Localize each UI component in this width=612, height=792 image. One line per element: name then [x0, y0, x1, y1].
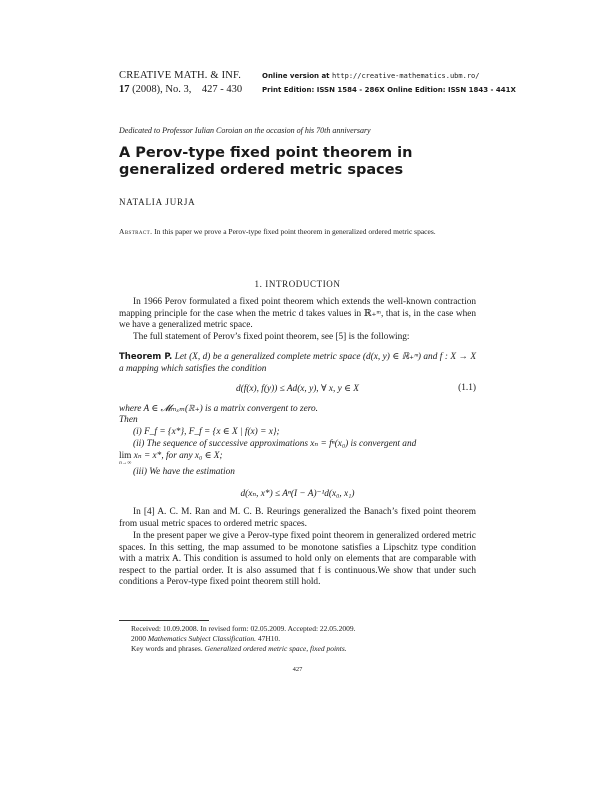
footnote-keywords	[131, 644, 347, 654]
theorem-label: Theorem P.	[119, 352, 173, 362]
author-name: NATALIA JURJA	[119, 197, 196, 207]
theorem-where: where A ∈ 𝓜ₘₓₘ(ℝ₊) is a matrix convergent to zero.	[119, 404, 318, 414]
body-paragraph-3	[119, 507, 476, 530]
abstract-text: In this paper we prove a Perov-type fixed point theorem in generalized ordered metric spaces.	[154, 227, 436, 236]
equation-estimation-body: d(xₙ, x*) ≤ Aⁿ(I − A)⁻¹d(x₀, x₁)	[240, 489, 355, 499]
online-url[interactable]: http://creative-mathematics.ubm.ro/	[331, 72, 480, 80]
issue-info	[119, 84, 242, 95]
body-p3-text: In [4] A. C. M. Ran and M. C. B. Reurings generalized the Banach’s fixed point theorem from usual metric spaces to ordered metric spaces.	[119, 507, 476, 529]
theorem-statement	[119, 352, 476, 375]
intro-p2-text: The full statement of Perov’s fixed point theorem, see [5] is the following:	[133, 332, 410, 342]
keywords-label: Key words and phrases.	[131, 644, 203, 653]
theorem-item-1: (i) F_f = {x*}, F_f = {x ∈ X | f(x) = x};	[133, 427, 280, 437]
theorem-text: Let (X, d) be a generalized complete metric space (d(x, y) ∈ ℝ₊ᵐ) and f : X → X a mapping which satisfies the condition	[119, 352, 477, 374]
footnote-msc	[131, 634, 280, 644]
limit-subscript: n→∞	[119, 460, 132, 466]
dedication: Dedicated to Professor Iulian Coroian on the occasion of his 70th anniversary	[119, 126, 371, 135]
equation-1-1-body: d(f(x), f(y)) ≤ Ad(x, y), ∀ x, y ∈ X	[236, 384, 359, 394]
intro-paragraph-1	[119, 297, 476, 332]
equation-1-1-number: (1.1)	[458, 383, 476, 393]
volume-number: 17	[119, 84, 130, 95]
footnote-rule	[119, 620, 209, 621]
body-paragraph-4	[119, 531, 476, 589]
abstract-label: Abstract.	[119, 227, 153, 236]
theorem-item-3: (iii) We have the estimation	[133, 467, 235, 477]
footnote-received: Received: 10.09.2008. In revised form: 02.05.2009. Accepted: 22.05.2009.	[131, 624, 356, 633]
paper-title: A Perov-type fixed point theorem in generalized ordered metric spaces	[119, 145, 413, 178]
theorem-item-2b	[119, 451, 476, 466]
msc-value: 47H10.	[257, 634, 281, 643]
issue-number: (2008), No. 3,	[132, 84, 192, 95]
theorem-item-2b-text: xₙ = x*, for any x₀ ∈ X;	[133, 451, 223, 461]
limit-operator	[119, 451, 131, 466]
msc-label: Mathematics Subject Classification.	[147, 634, 256, 643]
section-heading: 1. INTRODUCTION	[254, 279, 341, 289]
journal-name: CREATIVE MATH. & INF.	[119, 70, 242, 81]
theorem-item-2a: (ii) The sequence of successive approximations xₙ = fⁿ(x₀) is convergent and	[133, 439, 417, 449]
limit-text: lim	[119, 451, 132, 461]
online-version	[262, 72, 479, 80]
msc-year: 2000	[131, 634, 146, 643]
theorem-then: Then	[119, 415, 138, 425]
page-range: 427 - 430	[201, 84, 243, 95]
page-number: 427	[292, 666, 303, 673]
intro-p1-text: In 1966 Perov formulated a fixed point theorem which extends the well-known contraction mapping principle for the case when the metric d takes values in ℝ₊ᵐ, that is, in the case when we have a generalized metric space.	[119, 297, 476, 330]
body-p4-text: In the present paper we give a Perov-type fixed point theorem in generalized ordered metric spaces. In this setting, the map assumed to be monotone satisfies a Lipschitz type condition with a matrix A. This condition is assumed to hold only on elements that are comparable with respect to the partial order. It is also assumed that f is continuous.We show that under such conditions a Perov-type fixed point theorem still hold.	[119, 531, 476, 587]
abstract	[119, 227, 476, 237]
issn-line: Print Edition: ISSN 1584 - 286X Online Edition: ISSN 1843 - 441X	[262, 86, 516, 94]
intro-paragraph-2	[119, 332, 476, 344]
online-label: Online version at	[262, 72, 330, 80]
keywords-value: Generalized ordered metric space, fixed points.	[204, 644, 347, 653]
